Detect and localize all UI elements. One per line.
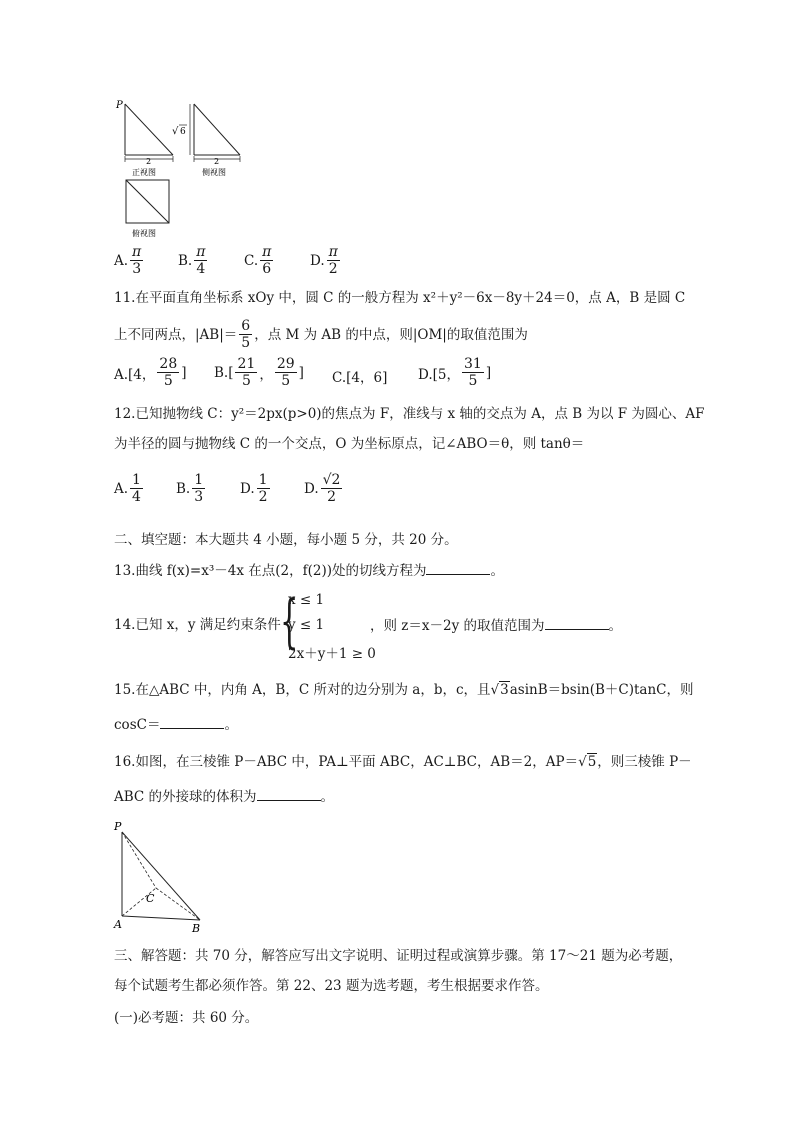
denominator: 2 [258,489,268,505]
point-b-label: B [192,922,201,935]
option-text: ， [259,366,273,383]
q14-constraint-2: y ≤ 1 [288,617,325,633]
q16-answer-blank[interactable] [257,786,321,801]
option-fraction [257,472,270,505]
section2-heading: 二、填空题：本大题共 4 小题，每小题 5 分，共 20 分。 [114,532,458,548]
front-view-width-label: 2 [146,157,152,166]
option-fraction [194,244,207,277]
q11-option-b[interactable] [214,356,304,389]
q14-end: 。 [608,618,623,634]
denominator: 5 [163,373,173,389]
q11-line2-pre: 上不同两点，|AB|＝ [114,326,238,343]
point-a-label: A [114,918,122,931]
numerator: 1 [132,472,141,488]
q12-line2: 为半径的圆与抛物线 C 的一个交点，O 为坐标原点，记∠ABO＝θ，则 tanθ＝ [114,436,585,452]
numerator: 31 [464,356,482,372]
q10-option-b[interactable] [178,244,209,277]
top-view-caption: 俯视图 [132,229,156,238]
option-fraction [130,244,143,277]
option-label: B. [178,252,193,269]
numerator: π [196,244,206,260]
numerator: 6 [241,318,251,334]
option-label: A. [114,480,129,497]
option-label: C. [244,252,259,269]
three-view-figure [110,98,250,240]
option-label: D. [304,480,319,497]
denominator: 5 [241,335,251,351]
q13-answer-blank[interactable] [426,560,490,575]
q14-post [370,615,622,636]
q14-text: ，则 z＝x－2y 的取值范围为 [370,618,545,634]
option-text: ] [181,364,187,381]
q13-text: 13.曲线 f(x)=x³－4x 在点(2，f(2))处的切线方程为 [114,563,427,579]
q11-option-d[interactable] [418,356,491,389]
q14-answer-blank[interactable] [545,615,609,630]
denominator: 5 [281,373,291,389]
q15-end: 。 [224,717,238,733]
option-label: B. [176,480,191,497]
q13-end: 。 [490,563,504,579]
q14-constraint-1: x ≤ 1 [288,592,325,608]
denominator: 4 [196,261,206,277]
option-label: D. [240,480,255,497]
q10-option-d[interactable] [310,244,342,277]
q16-sqrt: √5 [578,754,597,770]
radicand: 3 [500,682,509,698]
q12-option-d[interactable] [304,472,344,505]
q16-line2 [114,786,334,807]
q12-option-a[interactable] [114,472,145,505]
option-label: D. [310,252,325,269]
numerator: 21 [237,356,256,372]
section3-subheading: (一)必考题：共 60 分。 [114,1010,259,1026]
q12-option-c[interactable] [240,472,272,505]
q14-brace: { [280,587,299,655]
q15-line2 [114,714,238,735]
option-fraction [260,244,273,277]
q15-text: 15.在△ABC 中，内角 A，B，C 所对的边分别为 a，b，c，且 [114,682,491,698]
front-view-p-label: P [116,100,123,111]
denominator: 2 [328,261,338,277]
q16-text-post: ，则三棱锥 P－ [597,754,692,770]
q16-end: 。 [320,789,335,805]
option-text: C.[4，6] [332,370,388,386]
q16-line1 [114,752,692,772]
tetrahedron-figure [108,816,208,936]
numerator: 1 [258,472,268,488]
q16-line2-text: ABC 的外接球的体积为 [114,789,257,805]
option-fraction [235,356,257,389]
numerator: π [328,244,338,260]
q15-answer-blank[interactable] [160,714,224,729]
denominator: 5 [468,373,478,389]
option-fraction [275,356,297,389]
front-view-caption: 正视图 [132,168,156,177]
section3-line2: 每个试题考生都必须作答。第 22、23 题为选考题，考生根据要求作答。 [114,978,549,994]
option-text: ] [485,364,492,381]
numerator: 29 [276,356,295,372]
option-text: A.[4， [114,366,156,383]
option-label: A. [114,252,129,269]
option-text: ] [298,364,304,381]
q14-constraint-3: 2x＋y＋1 ≥ 0 [288,646,376,662]
q10-option-c[interactable] [244,244,275,277]
denominator: 2 [327,489,337,505]
q11-line2 [114,318,528,351]
denominator: 4 [132,489,141,505]
q15-line2-text: cosC＝ [114,717,161,733]
q16-text: 16.如图，在三棱锥 P－ABC 中，PA⊥平面 ABC，AC⊥BC，AB＝2，AP＝ [114,754,579,770]
q15-sqrt: √3 [490,682,509,698]
side-view-width-label: 2 [214,157,220,166]
denominator: 5 [241,373,251,389]
option-fraction [327,244,340,277]
numerator: π [262,244,272,260]
denominator: 3 [194,489,204,505]
option-fraction [462,356,484,389]
option-fraction [321,472,343,505]
side-view-caption: 侧视图 [202,168,226,177]
denominator: 3 [132,261,142,277]
numerator: 1 [194,472,204,488]
option-fraction [130,472,143,505]
option-text: D.[5， [418,366,460,383]
q10-option-a[interactable] [114,244,145,277]
q12-line1: 12.已知抛物线 C：y²＝2px(p>0)的焦点为 F，准线与 x 轴的交点为 A，点 B 为以 F 为圆心、AF [114,406,705,422]
denominator: 6 [262,261,272,277]
q13 [114,560,504,581]
numerator: √2 [322,472,341,488]
radicand: 5 [587,754,597,770]
q11-option-a[interactable] [114,356,187,389]
q15-line1 [114,680,694,700]
q11-option-c[interactable] [332,366,387,386]
option-fraction [157,356,179,389]
side-view-sqrt-sign: √ [172,126,179,137]
q15-text-post: asinB＝bsin(B＋C)tanC，则 [509,682,694,698]
q11-ab-fraction [239,318,252,351]
section3-line1: 三、解答题：共 70 分，解答应写出文字说明、证明过程或演算步骤。第 17～21 题为必考题， [114,948,683,964]
option-text: B.[ [214,364,234,381]
side-view-height-label: 6 [180,127,186,137]
option-fraction [192,472,205,505]
numerator: π [132,244,142,260]
point-c-label: C [146,892,155,905]
q11-line2-post: ，点 M 为 AB 的中点，则|OM|的取值范围为 [254,326,528,343]
q12-option-b[interactable] [176,472,207,505]
q14-pre: 14.已知 x，y 满足约束条件 [114,617,281,633]
numerator: 28 [159,356,178,372]
point-p-label: P [114,820,122,833]
q11-line1: 11.在平面直角坐标系 xOy 中，圆 C 的一般方程为 x²＋y²－6x－8y＋24＝0，点 A，B 是圆 C [114,290,686,306]
